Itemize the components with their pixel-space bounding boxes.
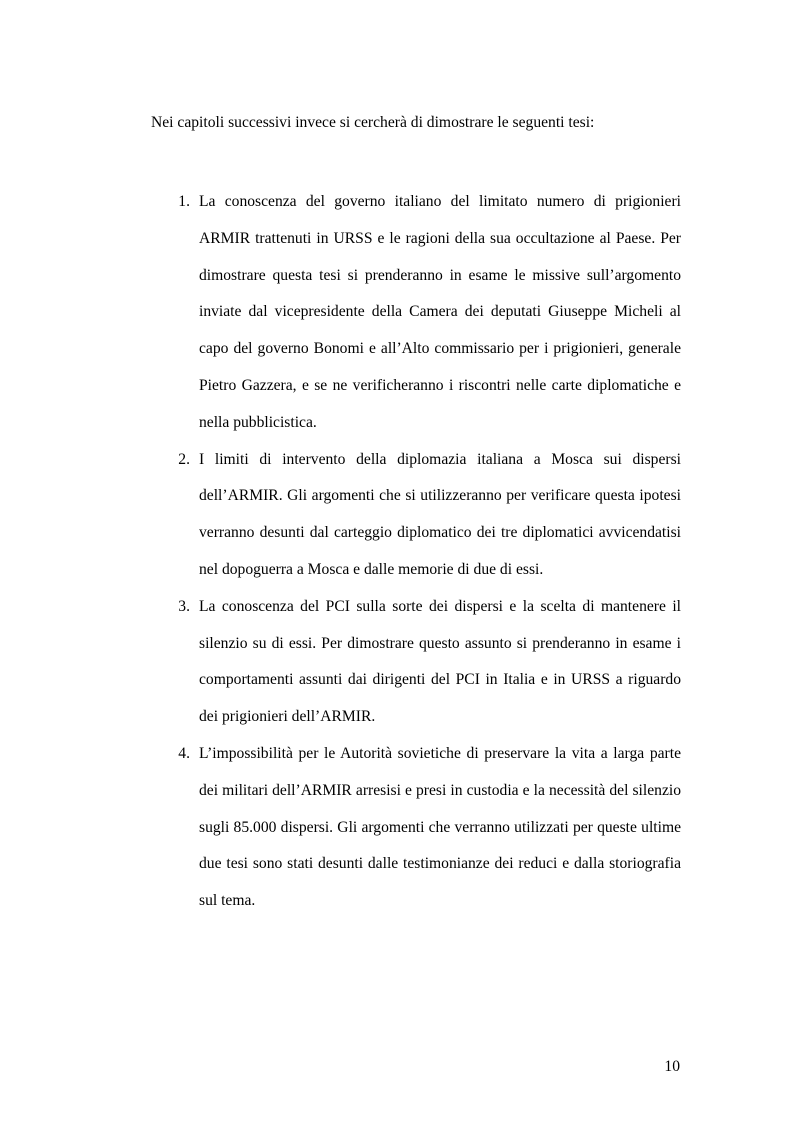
thesis-text: La conoscenza del governo italiano del limitato numero di prigionieri ARMIR trattenuti in URSS e le ragioni della sua occultazione al Paese. Per dimostrare questa tesi si prenderanno in esame le missive sull’argomento inviate dal vicepresidente della Camera dei deputati Giuseppe Micheli al capo del governo Bonomi e all’Alto commissario per i prigionieri, generale Pietro Gazzera, e se ne verificheranno i riscontri nelle carte diplomatiche e nella pubblicistica.: [199, 193, 681, 431]
thesis-text: I limiti di intervento della diplomazia italiana a Mosca sui dispersi dell’ARMIR. Gli argomenti che si utilizzeranno per verificare questa ipotesi verranno desunti dal carteggio diplomatico dei tre diplomatici avvicendatisi nel dopoguerra a Mosca e dalle memorie di due di essi.: [199, 450, 681, 578]
thesis-text: La conoscenza del PCI sulla sorte dei dispersi e la scelta di mantenere il silenzio su di essi. Per dimostrare questo assunto si prenderanno in esame i comportamenti assunti dai dirigenti del PCI in Italia e in URSS a riguardo dei prigionieri dell’ARMIR.: [199, 597, 681, 726]
thesis-number: 4.: [178, 744, 190, 762]
thesis-number: 3.: [178, 597, 190, 615]
thesis-list: [0, 184, 793, 920]
thesis-text: L’impossibilità per le Autorità sovietiche di preservare la vita a larga parte dei militari dell’ARMIR arresisi e presi in custodia e la necessità del silenzio sugli 85.000 dispersi. Gli argomenti che verranno utilizzati per queste ultime due tesi sono stati desunti dalle testimonianze dei reduci e dalla storiografia sul tema.: [199, 744, 681, 910]
thesis-number: 1.: [178, 193, 190, 210]
thesis-item-2: [0, 442, 793, 589]
thesis-item-1: [0, 184, 793, 442]
thesis-number: 2.: [178, 450, 190, 468]
page-number: 10: [664, 1058, 680, 1075]
intro-paragraph: Nei capitoli successivi invece si cercherà di dimostrare le seguenti tesi:: [151, 114, 595, 131]
thesis-item-3: [0, 589, 793, 736]
thesis-item-4: [0, 736, 793, 920]
